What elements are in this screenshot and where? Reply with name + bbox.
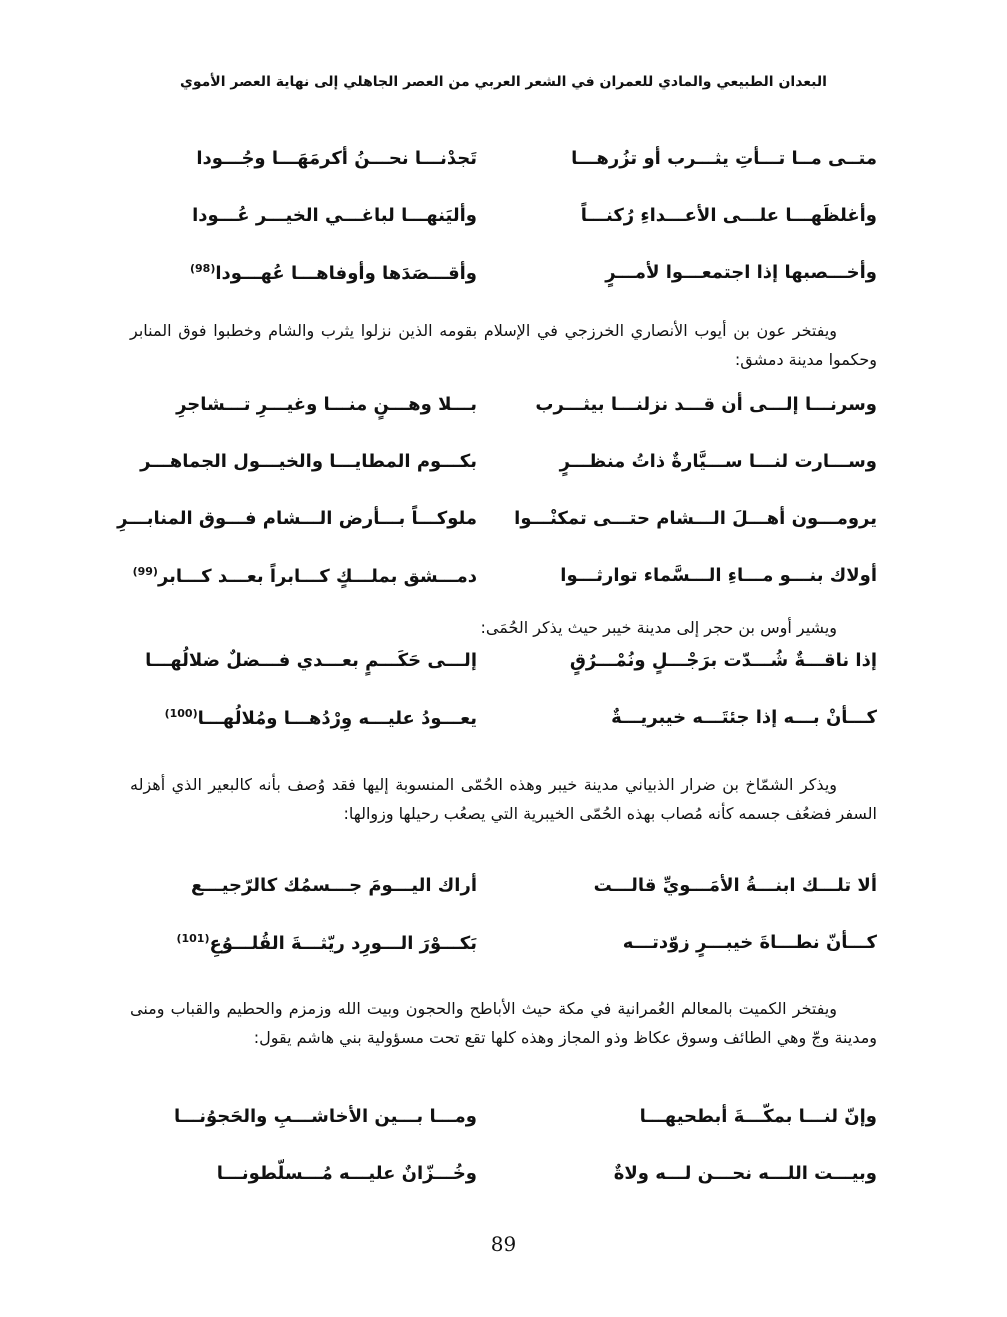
verse-first-hemistich: وبيـــت اللـــه نحـــن لـــه ولاةٌ [613,1163,877,1184]
verse-line [145,650,877,707]
verse-line [150,262,877,319]
verse-second-hemistich-text: إلـــى حَكَـــمٍ بعـــدي فـــضلٌ ضلالُهـــا [145,650,477,671]
verse-second-hemistich [174,1106,477,1127]
verse-first-hemistich: وأغلظَهـــا علـــى الأعـــداءِ رُكنـــاً [580,205,877,226]
verse-second-hemistich-text: أراك اليـــومَ جـــسمُك كالرّجيـــع [190,875,477,896]
verse-first-hemistich: متــى مــا تـــأتِ يثـــرب أو تزُرهـــا [571,148,877,169]
verse-line [140,451,877,508]
verse-first-hemistich: كـــأنْ بـــه إذا جئتَـــه خيبريـــةٌ [611,707,877,728]
verse-second-hemistich [145,650,477,671]
verse-line [150,1163,877,1220]
verse-second-hemistich-text: بكـــوم المطايـــا والخيـــول الجماهـــر [140,451,477,472]
verse-first-hemistich: يرومـــون أهـــلَ الـــشام حتـــى تمكنْـــوا [514,508,877,529]
verse-second-hemistich [165,707,477,729]
verse-second-hemistich [117,508,477,529]
verse-second-hemistich-text: وأليَنهـــا لباغـــي الخيـــر عُـــودا [192,205,477,226]
body-paragraph: ويذكر الشمّاخ بن ضرار الذبياني مدينة خيبر وهذه الحُمّى المنسوبة إليها فقد وُصف بأنه كالبعير الذي أهزله السفر فضعُف جسمه كأنه مُصاب بهذه الحُمّى الخيبرية التي يصعُب رحيلها وزوالها: [130,775,877,823]
poem-block [117,394,877,622]
verse-first-hemistich: وســـارت لنـــا ســـيَّارةٌ ذاتُ منظـــرٍ [559,451,877,472]
verse-second-hemistich-text: ومـــا بـــين الأخاشـــبِ والحَجوُنـــا [174,1106,477,1127]
verse-second-hemistich-text: تَجدْنـــا نحـــنُ أكرمَهَـــا وجُـــودا [196,148,477,169]
verse-second-hemistich [217,1163,477,1184]
verse-line [150,148,877,205]
footnote-reference: (99) [132,565,158,578]
verse-line [150,1106,877,1163]
poem-block [150,1106,877,1220]
verse-second-hemistich-text: بَكـــوْرَ الـــورِد ريّثـــةَ القُلـــوُعِ [209,933,477,954]
verse-second-hemistich [140,451,477,472]
verse-second-hemistich [190,262,477,284]
verse-line [150,394,877,451]
verse-first-hemistich: إذا ناقـــةٌ شُـــدّت برَجْـــلٍ ونُمْـــرُقٍ [569,650,877,671]
verse-first-hemistich: أولاك بنـــو مـــاءِ الـــسَّماء توارثـــوا [560,565,877,586]
verse-second-hemistich-text: ملوكـــاً بـــأرض الـــشام فـــوق المنابـــرِ [117,508,477,529]
verse-second-hemistich-text: وأقـــصَدَها وأوفاهـــا عُهـــودا [215,263,477,284]
footnote-reference: (98) [190,262,216,275]
verse-second-hemistich [196,148,477,169]
running-header: البعدان الطبيعي والمادي للعمران في الشعر العربي من العصر الجاهلي إلى نهاية العصر الأموي [180,74,827,90]
verse-second-hemistich [192,205,477,226]
body-paragraph: ويفتخر عون بن أيوب الأنصاري الخرزجي في الإسلام بقومه الذين نزلوا يثرب والشام وخطبوا فوق المنابر وحكموا مدينة دمشق: [130,321,877,369]
verse-second-hemistich [176,932,477,954]
verse-first-hemistich: وأخـــصبها إذا اجتمعـــوا لأمـــرٍ [605,262,877,283]
body-paragraph: ويفتخر الكميت بالمعالم العُمرانية في مكة حيث الأباطح والحجون وبيت الله وزمزم والحطيم والقباب ومنى ومدينة وجّ وهي الطائف وسوق عكاظ وذو المجاز وهذه كلها تقع تحت مسؤولية بني هاشم يقول: [130,999,877,1047]
verse-first-hemistich: وإنّ لنـــا بمكّـــةَ أبطحيهـــا [639,1106,877,1127]
verse-first-hemistich: كـــأنّ نطـــاةَ خيبـــرٍ زوّدتـــه [622,932,877,953]
verse-line [150,875,877,932]
footnote-reference: (100) [164,707,198,720]
verse-line [117,508,877,565]
verse-second-hemistich-text: دمـــشق بملـــكٍ كـــابراً بعـــد كـــابر [157,566,477,587]
verse-line [150,932,877,989]
verse-second-hemistich-text: وخُـــزّانٌ عليـــه مُـــسلّطونـــا [216,1163,477,1184]
verse-second-hemistich-text: بـــلا وهـــنٍ منـــا وغيـــرِ تـــشاجرِ [176,394,477,415]
poem-block [150,148,877,319]
body-paragraph: ويشير أوس بن حجر إلى مدينة خيبر حيث يذكر الحُمَى: [480,618,837,637]
verse-first-hemistich: ألا تلـــك ابنـــةُ الأمَـــويِّ قالـــت [593,875,877,896]
verse-first-hemistich: وسرنـــا إلـــى أن قـــد نزلنـــا بيثـــرب [535,394,877,415]
page-number: 89 [490,1232,517,1256]
verse-line [150,707,877,764]
footnote-reference: (101) [176,932,210,945]
verse-second-hemistich [176,394,477,415]
verse-line [150,205,877,262]
verse-second-hemistich-text: يعـــودُ عليـــه وِرْدُهـــا ومُلالُهـــا [197,708,477,729]
verse-second-hemistich [133,565,477,587]
verse-second-hemistich [191,875,477,896]
poem-block [150,875,877,989]
poem-block [145,650,877,764]
